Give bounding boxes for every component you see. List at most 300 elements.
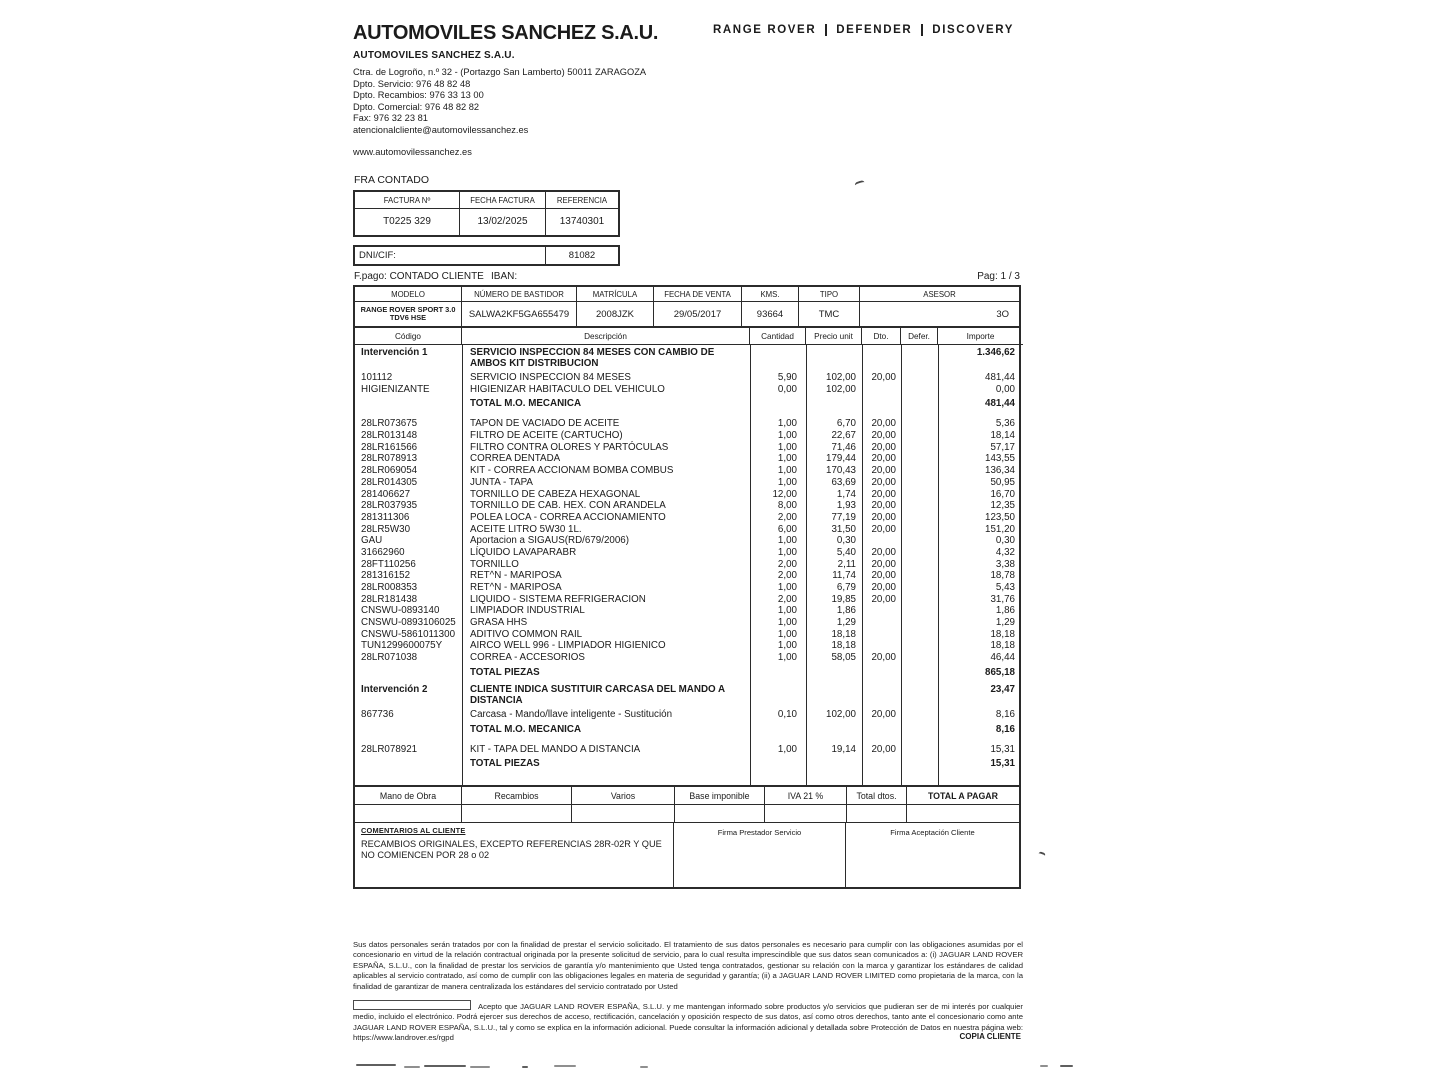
- cell-desc: Carcasa - Mando/llave inteligente - Sustitución: [470, 708, 673, 720]
- items-header-1: Descripción: [462, 328, 750, 345]
- summary-header-5: Total dtos.: [847, 787, 907, 805]
- item-row: [355, 418, 1019, 430]
- address-line: atencionalcliente@automovilessanchez.es: [353, 124, 529, 135]
- cell-desc: GRASA HHS: [470, 617, 528, 629]
- consent-text: Acepto que JAGUAR LAND ROVER ESPAÑA, S.L.U. y me mantengan informado sobre productos y/o servicios que pudieran ser de mi interés por cualquier medio, incluido el electrónico. Podrá ejercer sus derechos de acceso, rectificación, cancelación y oposición respecto de sus datos, así como otros derechos, tanto ante el concesionario como ante JAGUAR LAND ROVER ESPAÑA, S.L.U., tal y como se explica en la información adicional. Puede consultar la información adicional y detallada sobre Protección de Datos en nuestra página web: https://www.landrover.es/rgpd: [353, 1002, 1023, 1043]
- total-row: [355, 755, 1019, 773]
- cell-desc: RET^N - MARIPOSA: [470, 570, 562, 582]
- cell-dto: 20,00: [871, 708, 896, 720]
- dni-cif-label: DNI/CIF:: [359, 250, 396, 261]
- items-header-0: Código: [355, 328, 462, 345]
- cell-qty: 1,00: [777, 605, 797, 617]
- cell-dto: 20,00: [871, 558, 896, 570]
- section-row: [355, 345, 1019, 372]
- consent-paragraph: [353, 1000, 1023, 1044]
- cell-defer: [901, 524, 938, 536]
- vehicle-header-0: MODELO: [355, 287, 462, 302]
- dni-cif-value: 81082: [545, 247, 618, 264]
- cell-desc: KIT - TAPA DEL MANDO A DISTANCIA: [470, 743, 641, 755]
- cell-qty: 1,00: [777, 582, 797, 593]
- cell-defer: [901, 430, 938, 442]
- item-row: [355, 652, 1019, 664]
- cell-qty: 1,00: [777, 617, 797, 629]
- invoice-document: [353, 14, 1021, 1070]
- cell-imp: 0,00: [995, 383, 1015, 395]
- cell-code: CNSWU-0893140: [361, 605, 440, 617]
- cell-price: 19,14: [831, 743, 856, 755]
- cell-desc: Aportacion a SIGAUS(RD/679/2006): [470, 535, 630, 547]
- copy-label: COPIA CLIENTE: [959, 1032, 1021, 1041]
- cell-qty: [750, 397, 806, 413]
- scan-artifact: [1037, 851, 1046, 860]
- cell-price: 18,18: [831, 640, 856, 652]
- summary-empty-cell: [675, 805, 765, 823]
- vehicle-value-2: 2008JZK: [577, 302, 654, 328]
- cell-code: 28LR073675: [361, 418, 418, 430]
- item-row: [355, 465, 1019, 477]
- cell-qty: [750, 684, 806, 709]
- cell-code: 28LR071038: [361, 652, 418, 664]
- address-line: Fax: 976 32 23 81: [353, 113, 428, 124]
- cell-price: 31,50: [831, 523, 856, 535]
- cell-desc: RET^N - MARIPOSA: [470, 582, 562, 593]
- cell-defer: [901, 512, 938, 524]
- company-subtitle: AUTOMOVILES SANCHEZ S.A.U.: [353, 50, 515, 61]
- brand-logo-0: RANGE ROVER: [713, 24, 817, 36]
- summary-header-6: TOTAL A PAGAR: [907, 787, 1019, 805]
- cell-price: [806, 347, 862, 372]
- summary-empty-cell: [847, 805, 907, 823]
- cell-defer: [901, 744, 938, 756]
- cell-price: 6,70: [836, 418, 856, 430]
- cell-defer: [901, 547, 938, 559]
- cell-qty: 1,00: [777, 465, 797, 477]
- cell-desc: AIRCO WELL 996 - LIMPIADOR HIGIENICO: [470, 640, 666, 652]
- summary-empty-cell: [765, 805, 847, 823]
- cell-dto: [862, 629, 901, 641]
- comments-text: RECAMBIOS ORIGINALES, EXCEPTO REFERENCIAS 28R-02R Y QUE NO COMIENCEN POR 28 o 02: [361, 839, 662, 860]
- items-headers: [355, 328, 1019, 345]
- cell-desc: LIMPIADOR INDUSTRIAL: [470, 605, 585, 617]
- cell-price: [806, 723, 862, 739]
- cell-price: 19,85: [831, 593, 856, 605]
- cell-code: CNSWU-0893106025: [361, 617, 456, 629]
- cell-dto: 20,00: [871, 476, 896, 488]
- cell-imp: 12,35: [990, 500, 1015, 512]
- item-row: [355, 512, 1019, 524]
- cell-imp: 1,29: [995, 617, 1015, 629]
- cell-desc: JUNTA - TAPA: [470, 476, 533, 488]
- item-row: [355, 442, 1019, 454]
- cell-price: 63,69: [831, 476, 856, 488]
- cell-dto: 20,00: [871, 372, 896, 383]
- cell-code: 281311306: [361, 511, 410, 523]
- items-header-5: Defer.: [901, 328, 938, 345]
- summary-headers: [355, 787, 1019, 805]
- brand-logo-2: DISCOVERY: [921, 24, 1023, 36]
- item-row: [355, 559, 1019, 571]
- cell-qty: 1,00: [777, 535, 797, 547]
- summary-empty-cell: [355, 805, 462, 823]
- signature-provider-box: Firma Prestador Servicio: [673, 823, 845, 887]
- vehicle-headers: [355, 287, 1019, 302]
- cell-defer: [901, 535, 938, 547]
- item-row: [355, 582, 1019, 594]
- cell-imp: 1.346,62: [976, 347, 1015, 358]
- scan-artifact: [1060, 1065, 1073, 1067]
- cell-qty: [750, 723, 806, 739]
- total-row: [355, 721, 1019, 739]
- cell-qty: 2,00: [777, 558, 797, 570]
- cell-imp: 18,18: [990, 628, 1015, 640]
- cell-price: 22,67: [831, 430, 856, 442]
- cell-code: 28LR037935: [361, 500, 418, 512]
- cell-dto: 20,00: [871, 453, 896, 465]
- cell-defer: [901, 652, 938, 664]
- cell-imp: 57,17: [990, 441, 1015, 453]
- summary-empty-cell: [572, 805, 675, 823]
- company-website: www.automovilessanchez.es: [353, 147, 472, 157]
- vehicle-header-6: ASESOR: [860, 287, 1019, 302]
- address-line: Dpto. Comercial: 976 48 82 82: [353, 101, 480, 112]
- total-row: [355, 664, 1019, 682]
- meta-header-0: FACTURA Nº: [355, 192, 460, 209]
- cell-defer: [901, 640, 938, 652]
- cell-qty: 1,00: [777, 441, 797, 453]
- cell-desc: FILTRO DE ACEITE (CARTUCHO): [470, 430, 623, 442]
- comments-title: COMENTARIOS AL CLIENTE: [361, 826, 466, 835]
- cell-desc: TOTAL M.O. MECANICA: [470, 398, 582, 410]
- cell-dto: [862, 617, 901, 629]
- cell-code: 28LR5W30: [361, 523, 411, 535]
- cell-defer: [901, 372, 938, 384]
- items-header-3: Precio unit: [806, 328, 862, 345]
- cell-imp: 15,31: [990, 743, 1015, 755]
- cell-price: [806, 666, 862, 682]
- payment-method: F.pago: CONTADO CLIENTE: [354, 271, 484, 282]
- item-row: [355, 384, 1019, 396]
- item-row: [355, 594, 1019, 606]
- cell-qty: 0,10: [777, 708, 797, 720]
- cell-dto: 20,00: [871, 652, 896, 664]
- item-row: [355, 570, 1019, 582]
- item-row: [355, 524, 1019, 536]
- cell-dto: 20,00: [871, 500, 896, 512]
- cell-qty: 1,00: [777, 546, 797, 558]
- cell-imp: 143,55: [985, 453, 1015, 465]
- cell-imp: 15,31: [990, 758, 1015, 770]
- cell-desc: ACEITE LITRO 5W30 1L.: [470, 523, 582, 535]
- cell-price: 58,05: [831, 652, 856, 664]
- cell-desc: CLIENTE INDICA SUSTITUIR CARCASA DEL MANDO A DISTANCIA: [470, 683, 725, 707]
- summary-header-2: Varios: [572, 787, 675, 805]
- item-row: [355, 430, 1019, 442]
- cell-code: 28LR069054: [361, 465, 418, 477]
- cell-dto: 20,00: [871, 546, 896, 558]
- cell-defer: [901, 684, 938, 709]
- cell-qty: 5,90: [777, 372, 797, 383]
- cell-desc: CORREA - ACCESORIOS: [470, 652, 585, 664]
- cell-desc: ADITIVO COMMON RAIL: [470, 628, 583, 640]
- vehicle-value-0: RANGE ROVER SPORT 3.0 TDV6 HSE: [355, 302, 462, 328]
- meta-header-1: FECHA FACTURA: [460, 192, 546, 209]
- cell-dto: 20,00: [871, 570, 896, 582]
- cell-dto: [862, 535, 901, 547]
- cell-dto: [862, 347, 901, 372]
- cell-price: 179,44: [826, 453, 856, 465]
- item-row: [355, 547, 1019, 559]
- cell-qty: 1,00: [777, 628, 797, 640]
- cell-defer: [901, 559, 938, 571]
- cell-dto: 20,00: [871, 593, 896, 605]
- cell-defer: [901, 666, 938, 682]
- cell-desc: CORREA DENTADA: [470, 453, 561, 465]
- cell-imp: 481,44: [985, 398, 1015, 410]
- summary-header-4: IVA 21 %: [765, 787, 847, 805]
- vehicle-value-5: TMC: [799, 302, 860, 328]
- section-row: [355, 682, 1019, 709]
- cell-defer: [901, 570, 938, 582]
- invoice-meta-values: [355, 209, 618, 235]
- cell-desc: KIT - CORREA ACCIONAM BOMBA COMBUS: [470, 465, 674, 477]
- consent-checkbox-field: [353, 1000, 471, 1010]
- cell-code: 31662960: [361, 546, 405, 558]
- cell-defer: [901, 489, 938, 501]
- cell-imp: 8,16: [995, 708, 1015, 720]
- cell-price: [806, 684, 862, 709]
- cell-price: [806, 397, 862, 413]
- cell-desc: SERVICIO INSPECCION 84 MESES: [470, 372, 631, 383]
- cell-code: Intervención 1: [361, 347, 428, 358]
- cell-defer: [901, 347, 938, 372]
- cell-imp: 481,44: [985, 372, 1015, 383]
- signature-client-box: Firma Aceptación Cliente: [845, 823, 1019, 887]
- cell-price: [806, 757, 862, 773]
- cell-code: HIGIENIZANTE: [361, 383, 430, 395]
- cell-qty: 6,00: [777, 523, 797, 535]
- cell-desc: TORNILLO DE CABEZA HEXAGONAL: [470, 488, 641, 500]
- privacy-paragraph: Sus datos personales serán tratados por con la finalidad de prestar el servicio solicitado. El tratamiento de sus datos personales es necesario para cumplir con las obligaciones asumidas por el concesionario en virtud de la relación contractual originada por la presente solicitud de servicio, para lo cual resulta imprescindible que sus datos sean comunicados a: (i) JAGUAR LAND ROVER ESPAÑA, S.L.U., con la finalidad de prestar los servicios de garantía y/o mantenimiento que Usted tenga contratados, gestionar su relación con la marca y garantizar los estándares de calidad aplicables al servicio contratado, así como de cumplir con las obligaciones legales en materia de seguridad y garantía; (ii) a JAGUAR LAND ROVER LIMITED como propietaria de la marca, con la finalidad de garantizar de manera centralizada los estándares del servicio contratado por Usted: [353, 940, 1023, 991]
- cell-imp: 18,18: [990, 640, 1015, 652]
- cell-qty: [750, 347, 806, 372]
- cell-desc: LIQUIDO - SISTEMA REFRIGERACION: [470, 593, 646, 605]
- cell-dto: [862, 640, 901, 652]
- cell-qty: 8,00: [777, 500, 797, 512]
- cell-price: 102,00: [826, 372, 856, 383]
- cell-defer: [901, 617, 938, 629]
- cell-defer: [901, 582, 938, 594]
- cell-defer: [901, 397, 938, 413]
- cell-imp: 3,38: [995, 558, 1015, 570]
- cell-imp: 1,86: [995, 605, 1015, 617]
- vehicle-value-4: 93664: [742, 302, 799, 328]
- cell-qty: 2,00: [777, 511, 797, 523]
- item-row: [355, 617, 1019, 629]
- item-row: [355, 372, 1019, 384]
- item-row: [355, 477, 1019, 489]
- scan-artifact: [470, 1066, 490, 1068]
- cell-dto: [862, 397, 901, 413]
- comments-box: [355, 823, 673, 887]
- cell-price: 1,29: [836, 617, 856, 629]
- cell-qty: 1,00: [777, 640, 797, 652]
- cell-qty: [750, 757, 806, 773]
- cell-imp: 31,76: [990, 593, 1015, 605]
- item-row: [355, 744, 1019, 756]
- cell-imp: 123,50: [985, 511, 1015, 523]
- cell-code: 28LR181438: [361, 593, 418, 605]
- cell-dto: [862, 684, 901, 709]
- cell-price: 170,43: [826, 465, 856, 477]
- cell-dto: [862, 605, 901, 617]
- cell-dto: [862, 666, 901, 682]
- cell-defer: [901, 442, 938, 454]
- scan-artifact: [640, 1066, 648, 1068]
- item-row: [355, 709, 1019, 721]
- cell-imp: 0,30: [995, 535, 1015, 547]
- cell-dto: 20,00: [871, 523, 896, 535]
- meta-value-1: 13/02/2025: [460, 209, 546, 235]
- cell-imp: 18,78: [990, 570, 1015, 582]
- cell-desc: FILTRO CONTRA OLORES Y PARTÓCULAS: [470, 441, 669, 453]
- cell-dto: 20,00: [871, 418, 896, 430]
- items-header-2: Cantidad: [750, 328, 806, 345]
- cell-code: 28LR078913: [361, 453, 418, 465]
- summary-header-3: Base imponible: [675, 787, 765, 805]
- cell-qty: 1,00: [777, 652, 797, 664]
- cell-defer: [901, 594, 938, 606]
- cell-code: [355, 723, 462, 739]
- address-line: Dpto. Servicio: 976 48 82 48: [353, 78, 471, 89]
- vehicle-value-6: 3O: [860, 302, 1019, 328]
- cell-imp: 865,18: [985, 666, 1015, 678]
- cell-price: 2,11: [837, 558, 856, 570]
- cell-imp: 136,34: [985, 465, 1015, 477]
- cell-code: Intervención 2: [361, 683, 428, 695]
- address-line: Ctra. de Logroño, n.º 32 - (Portazgo San Lamberto) 50011 ZARAGOZA: [353, 67, 647, 77]
- payment-line: [354, 271, 1022, 284]
- item-row: [355, 535, 1019, 547]
- cell-qty: 12,00: [772, 488, 797, 500]
- cell-dto: 20,00: [871, 441, 896, 453]
- cell-defer: [901, 477, 938, 489]
- cell-code: [355, 757, 462, 773]
- brand-logos: [713, 24, 1023, 36]
- company-title: AUTOMOVILES SANCHEZ S.A.U.: [353, 22, 659, 44]
- cell-code: 28LR013148: [361, 430, 418, 442]
- total-row: [355, 395, 1019, 413]
- cell-qty: 2,00: [777, 570, 797, 582]
- items-header-6: Importe: [938, 328, 1023, 345]
- cell-code: 28LR008353: [361, 582, 418, 593]
- company-address: [353, 67, 646, 137]
- cell-qty: [750, 666, 806, 682]
- cell-qty: 0,00: [777, 383, 797, 395]
- item-row: [355, 605, 1019, 617]
- cell-price: 0,30: [836, 535, 856, 547]
- cell-code: 28LR014305: [361, 476, 418, 488]
- cell-imp: 23,47: [990, 683, 1015, 695]
- cell-code: CNSWU-5861011300: [361, 628, 456, 640]
- items-body: [355, 345, 1019, 787]
- cell-dto: 20,00: [871, 488, 896, 500]
- vehicle-values: [355, 302, 1019, 328]
- cell-qty: 1,00: [777, 453, 797, 465]
- scan-artifact: [1040, 1065, 1048, 1067]
- cell-price: 18,18: [831, 628, 856, 640]
- summary-header-0: Mano de Obra: [355, 787, 462, 805]
- cell-qty: 2,00: [777, 593, 797, 605]
- doc-type-label: FRA CONTADO: [354, 174, 430, 186]
- cell-qty: 1,00: [777, 418, 797, 430]
- cell-dto: 20,00: [871, 430, 896, 442]
- summary-empty-cell: [462, 805, 572, 823]
- cell-imp: 8,16: [995, 723, 1015, 735]
- cell-defer: [901, 629, 938, 641]
- vehicle-value-1: SALWA2KF5GA655479: [462, 302, 577, 328]
- cell-price: 11,74: [832, 570, 856, 582]
- item-row: [355, 629, 1019, 641]
- cell-imp: 50,95: [990, 476, 1015, 488]
- vehicle-header-1: NÚMERO DE BASTIDOR: [462, 287, 577, 302]
- cell-qty: 1,00: [777, 476, 797, 488]
- summary-empty-row: [355, 805, 1019, 823]
- cell-defer: [901, 453, 938, 465]
- cell-code: 281406627: [361, 488, 411, 500]
- cell-desc: TORNILLO DE CAB. HEX. CON ARANDELA: [470, 500, 666, 512]
- cell-imp: 5,36: [995, 418, 1015, 430]
- cell-code: 101112: [361, 372, 393, 383]
- cell-desc: TORNILLO: [470, 558, 519, 570]
- cell-code: 867736: [361, 708, 394, 720]
- scan-artifact: [424, 1065, 466, 1067]
- cell-imp: 4,32: [995, 546, 1015, 558]
- vehicle-header-3: FECHA DE VENTA: [654, 287, 742, 302]
- cell-defer: [901, 465, 938, 477]
- scan-artifact: [554, 1065, 576, 1067]
- cell-defer: [901, 384, 938, 396]
- cell-price: 102,00: [826, 383, 856, 395]
- cell-code: 28FT110256: [361, 558, 416, 570]
- cell-price: 1,86: [836, 605, 856, 617]
- vehicle-header-2: MATRÍCULA: [577, 287, 654, 302]
- cell-code: 28LR078921: [361, 743, 418, 755]
- cell-price: 1,74: [836, 488, 856, 500]
- cell-dto: 20,00: [871, 465, 896, 477]
- comments-signatures-row: [355, 823, 1019, 887]
- cell-dto: [862, 757, 901, 773]
- cell-desc: POLEA LOCA - CORREA ACCIONAMIENTO: [470, 511, 666, 523]
- scan-artifact: [356, 1064, 396, 1066]
- invoice-meta-table: [353, 190, 620, 237]
- meta-header-2: REFERENCIA: [546, 192, 618, 209]
- brand-logo-1: DEFENDER: [825, 24, 921, 36]
- item-row: [355, 640, 1019, 652]
- invoice-meta-headers: [355, 192, 618, 209]
- cell-imp: 5,43: [995, 582, 1015, 593]
- cell-price: 102,00: [826, 708, 856, 720]
- cell-dto: 20,00: [871, 582, 896, 593]
- cell-code: 28LR161566: [361, 441, 418, 453]
- cell-imp: 18,14: [990, 430, 1015, 442]
- cell-desc: TOTAL PIEZAS: [470, 758, 540, 770]
- address-line: Dpto. Recambios: 976 33 13 00: [353, 90, 484, 101]
- cell-price: 1,93: [836, 500, 856, 512]
- cell-code: [355, 666, 462, 682]
- meta-value-2: 13740301: [559, 216, 605, 227]
- cell-dto: [862, 384, 901, 396]
- invoice-main-table: [353, 285, 1021, 889]
